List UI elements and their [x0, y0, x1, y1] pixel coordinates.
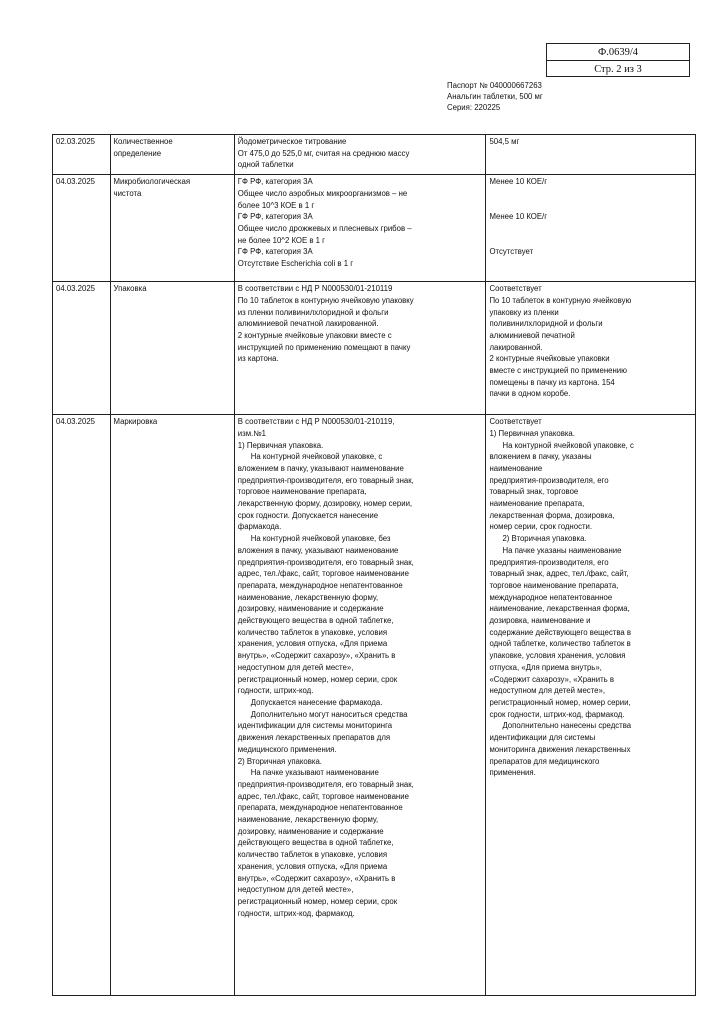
result-line: лекарственная форма, дозировка,: [489, 510, 615, 520]
result-line: товарный знак, торговое: [489, 487, 579, 497]
norm-line: По 10 таблеток в контурную ячейковую упаковку: [237, 295, 414, 305]
norm-line: годности, штрих-код.: [237, 686, 314, 696]
result-line: «Содержит сахарозу», «Хранить в: [489, 674, 615, 684]
result-line: препаратов для медицинского: [489, 756, 600, 766]
norm-line: адрес, тел./факс, сайт, торговое наименование: [237, 569, 409, 579]
date-cell: [53, 282, 111, 415]
date-text: 02.03.2025: [56, 137, 96, 146]
result-line: 2) Вторичная упаковка.: [502, 534, 587, 544]
norm-cell: [234, 175, 486, 282]
norm-line: количество таблеток в упаковке, условия: [237, 627, 388, 637]
result-line: вложением в пачку, указаны: [489, 452, 592, 462]
norm-cell: [234, 135, 486, 175]
norm-line: препарата, международное непатентованное: [237, 580, 403, 590]
norm-line: одной таблетки: [237, 160, 294, 170]
norm-line: лекарственную форму, дозировку, номер серии,: [237, 499, 413, 509]
result-line: предприятия-производителя, его: [489, 557, 609, 567]
norm-line: Йодометрическое титрование: [237, 137, 347, 146]
date-cell: [53, 175, 111, 282]
date-text: 04.03.2025: [56, 177, 96, 187]
date-text: 04.03.2025: [56, 417, 96, 427]
batch-series: Серия: 220225: [447, 102, 501, 112]
result-line: [489, 223, 692, 235]
norm-line: предприятия-производителя, его товарный знак,: [237, 779, 414, 789]
result-line: 504,5 мг: [489, 137, 520, 146]
norm-line: действующего вещества в одной таблетке,: [237, 616, 394, 626]
date-cell: [53, 415, 111, 996]
norm-line: Допускается нанесение фармакода.: [250, 697, 383, 707]
norm-line: фармакода.: [237, 522, 282, 532]
result-line: товарный знак, адрес, тел./факс, сайт,: [489, 569, 629, 579]
result-line: номер серии, срок годности.: [489, 522, 593, 532]
product-name: Анальгин таблетки, 500 мг: [447, 91, 543, 101]
result-line: 1) Первичная упаковка.: [489, 428, 575, 438]
result-line: Отсутствует: [489, 247, 534, 257]
table-row: [53, 415, 696, 996]
result-cell: [486, 135, 696, 175]
norm-line: годности, штрих-код, фармакод.: [237, 908, 355, 918]
norm-line: торговое наименование препарата,: [237, 487, 367, 497]
form-number-box: [546, 43, 690, 77]
result-line: На пачке указаны наименование: [502, 545, 622, 555]
norm-line: внутрь», «Содержит сахарозу», «Хранить в: [237, 873, 396, 883]
norm-line: из картона.: [237, 354, 279, 364]
norm-line: ГФ РФ, категория 3А: [237, 247, 313, 257]
norm-line: предприятия-производителя, его товарный знак,: [237, 557, 414, 567]
norm-line: Общее число дрожжевых и плесневых грибов –: [237, 223, 412, 233]
norm-line: От 475,0 до 525,0 мг, считая на среднюю массу: [237, 148, 410, 158]
test-name-cell: [110, 175, 234, 282]
norm-line: дозировку, наименование и содержание: [237, 826, 384, 836]
norm-line: В соответствии с НД Р N000530/01-210119: [237, 284, 393, 294]
table-row: [53, 175, 696, 282]
result-line: наименование препарата,: [489, 499, 585, 509]
result-line: Соответствует: [489, 417, 542, 427]
norm-line: наименование, лекарственную форму,: [237, 592, 379, 602]
norm-line: алюминиевой печатной лакированной.: [237, 319, 379, 329]
result-line: мониторинга движения лекарственных: [489, 744, 631, 754]
norm-line: недоступном для детей месте»,: [237, 662, 354, 672]
result-line: По 10 таблеток в контурную ячейковую: [489, 295, 632, 305]
norm-line: ГФ РФ, категория 3А: [237, 177, 313, 187]
norm-line: регистрационный номер, номер серии, срок: [237, 674, 398, 684]
result-line: 2 контурные ячейковые упаковки: [489, 354, 610, 364]
test-name-line: Упаковка: [113, 284, 147, 294]
result-line: международное непатентованное: [489, 592, 613, 602]
date-cell: [53, 135, 111, 175]
result-line: недоступном для детей месте»,: [489, 686, 606, 696]
norm-line: адрес, тел./факс, сайт, торговое наименование: [237, 791, 409, 801]
result-line: торговое наименование препарата,: [489, 580, 619, 590]
result-line: регистрационный номер, номер серии,: [489, 697, 631, 707]
result-line: наименование: [489, 463, 543, 473]
norm-line: медицинского применения.: [237, 744, 337, 754]
result-line: пачки в одном коробе.: [489, 389, 571, 399]
result-line: дозировка, наименование и: [489, 616, 591, 626]
result-line: Соответствует: [489, 284, 542, 294]
norm-line: предприятия-производителя, его товарный знак,: [237, 475, 414, 485]
norm-line: вложения в пачку, указывают наименование: [237, 545, 399, 555]
norm-line: из пленки поливинилхлоридной и фольги: [237, 307, 389, 317]
result-line: Менее 10 КОЕ/г: [489, 177, 548, 187]
norm-line: Дополнительно могут наноситься средства: [250, 709, 408, 719]
result-line: упаковке, условия хранения, условия: [489, 651, 626, 661]
table-row: [53, 282, 696, 415]
test-name-line: Количественное: [113, 137, 173, 146]
result-line: [489, 188, 692, 200]
result-line: На контурной ячейковой упаковке, с: [502, 440, 634, 450]
norm-line: Общее число аэробных микроорганизмов – не: [237, 188, 408, 198]
test-name-line: Микробиологическая: [113, 177, 191, 187]
form-code: Ф.0639/4: [597, 46, 639, 58]
result-line: Дополнительно нанесены средства: [502, 721, 632, 731]
norm-line: 2) Вторичная упаковка.: [237, 756, 322, 766]
result-line: лакированной.: [489, 342, 543, 352]
result-line: идентификации для системы: [489, 733, 596, 743]
norm-line: препарата, международное непатентованное: [237, 803, 403, 813]
norm-line: На контурной ячейковой упаковке, без: [250, 534, 391, 544]
norm-line: Отсутствие Escherichia coli в 1 г: [237, 259, 354, 269]
norm-line: 1) Первичная упаковка.: [237, 440, 324, 450]
result-line: одной таблетке, количество таблеток в: [489, 639, 631, 649]
test-name-cell: [110, 135, 234, 175]
norm-line: дозировку, наименование и содержание: [237, 604, 384, 614]
norm-line: инструкцией по применению помещают в пачку: [237, 342, 411, 352]
table-row: [53, 135, 696, 175]
norm-line: регистрационный номер, номер серии, срок: [237, 896, 398, 906]
passport-header: [447, 81, 543, 113]
result-line: вместе с инструкцией по применению: [489, 366, 627, 376]
test-name-cell: [110, 282, 234, 415]
norm-cell: [234, 415, 486, 996]
norm-line: вложением в пачку, указывают наименование: [237, 463, 404, 473]
norm-line: ГФ РФ, категория 3А: [237, 212, 313, 222]
result-line: предприятия-производителя, его: [489, 475, 609, 485]
norm-line: хранения, условия отпуска, «Для приема: [237, 861, 388, 871]
result-line: содержание действующего вещества в: [489, 627, 632, 637]
norm-line: 2 контурные ячейковые упаковки вместе с: [237, 330, 392, 340]
result-line: Менее 10 КОЕ/г: [489, 212, 548, 222]
norm-line: На пачке указывают наименование: [250, 768, 379, 778]
norm-line: срок годности. Допускается нанесение: [237, 510, 379, 520]
norm-line: действующего вещества в одной таблетке,: [237, 838, 394, 848]
result-line: наименование, лекарственная форма,: [489, 604, 630, 614]
result-line: отпуска, «Для приема внутрь»,: [489, 662, 602, 672]
result-line: применения.: [489, 768, 536, 778]
passport-number: Паспорт № 040000667263: [447, 81, 542, 90]
norm-line: идентификации для системы мониторинга: [237, 721, 393, 731]
result-cell: [486, 175, 696, 282]
result-cell: [486, 282, 696, 415]
norm-line: На контурной ячейковой упаковке, с: [250, 452, 383, 462]
test-name-cell: [110, 415, 234, 996]
norm-line: количество таблеток в упаковке, условия: [237, 850, 388, 860]
test-name-line: чистота: [113, 188, 142, 198]
norm-line: наименование, лекарственную форму,: [237, 815, 379, 825]
analysis-table: [52, 134, 696, 996]
norm-line: недоступном для детей месте»,: [237, 885, 354, 895]
norm-line: В соответствии с НД Р N000530/01-210119,: [237, 417, 395, 427]
result-line: поливинилхлоридной и фольги: [489, 319, 603, 329]
result-line: алюминиевой печатной: [489, 330, 575, 340]
norm-line: изм.№1: [237, 428, 266, 438]
norm-cell: [234, 282, 486, 415]
norm-line: не более 10^2 КОЕ в 1 г: [237, 235, 325, 245]
norm-line: более 10^3 КОЕ в 1 г: [237, 200, 315, 210]
norm-line: движения лекарственных препаратов для: [237, 733, 391, 743]
result-line: [489, 235, 692, 247]
test-name-line: Маркировка: [113, 417, 158, 427]
result-line: упаковку из пленки: [489, 307, 559, 317]
result-line: помещены в пачку из картона. 154: [489, 377, 615, 387]
result-cell: [486, 415, 696, 996]
page-counter: Стр. 2 из 3: [547, 60, 689, 77]
result-line: [489, 200, 692, 212]
norm-line: хранения, условия отпуска, «Для приема: [237, 639, 388, 649]
test-name-line: определение: [113, 148, 162, 158]
date-text: 04.03.2025: [56, 284, 96, 294]
result-line: срок годности, штрих-код, фармакод.: [489, 709, 625, 719]
norm-line: внутрь», «Содержит сахарозу», «Хранить в: [237, 651, 396, 661]
